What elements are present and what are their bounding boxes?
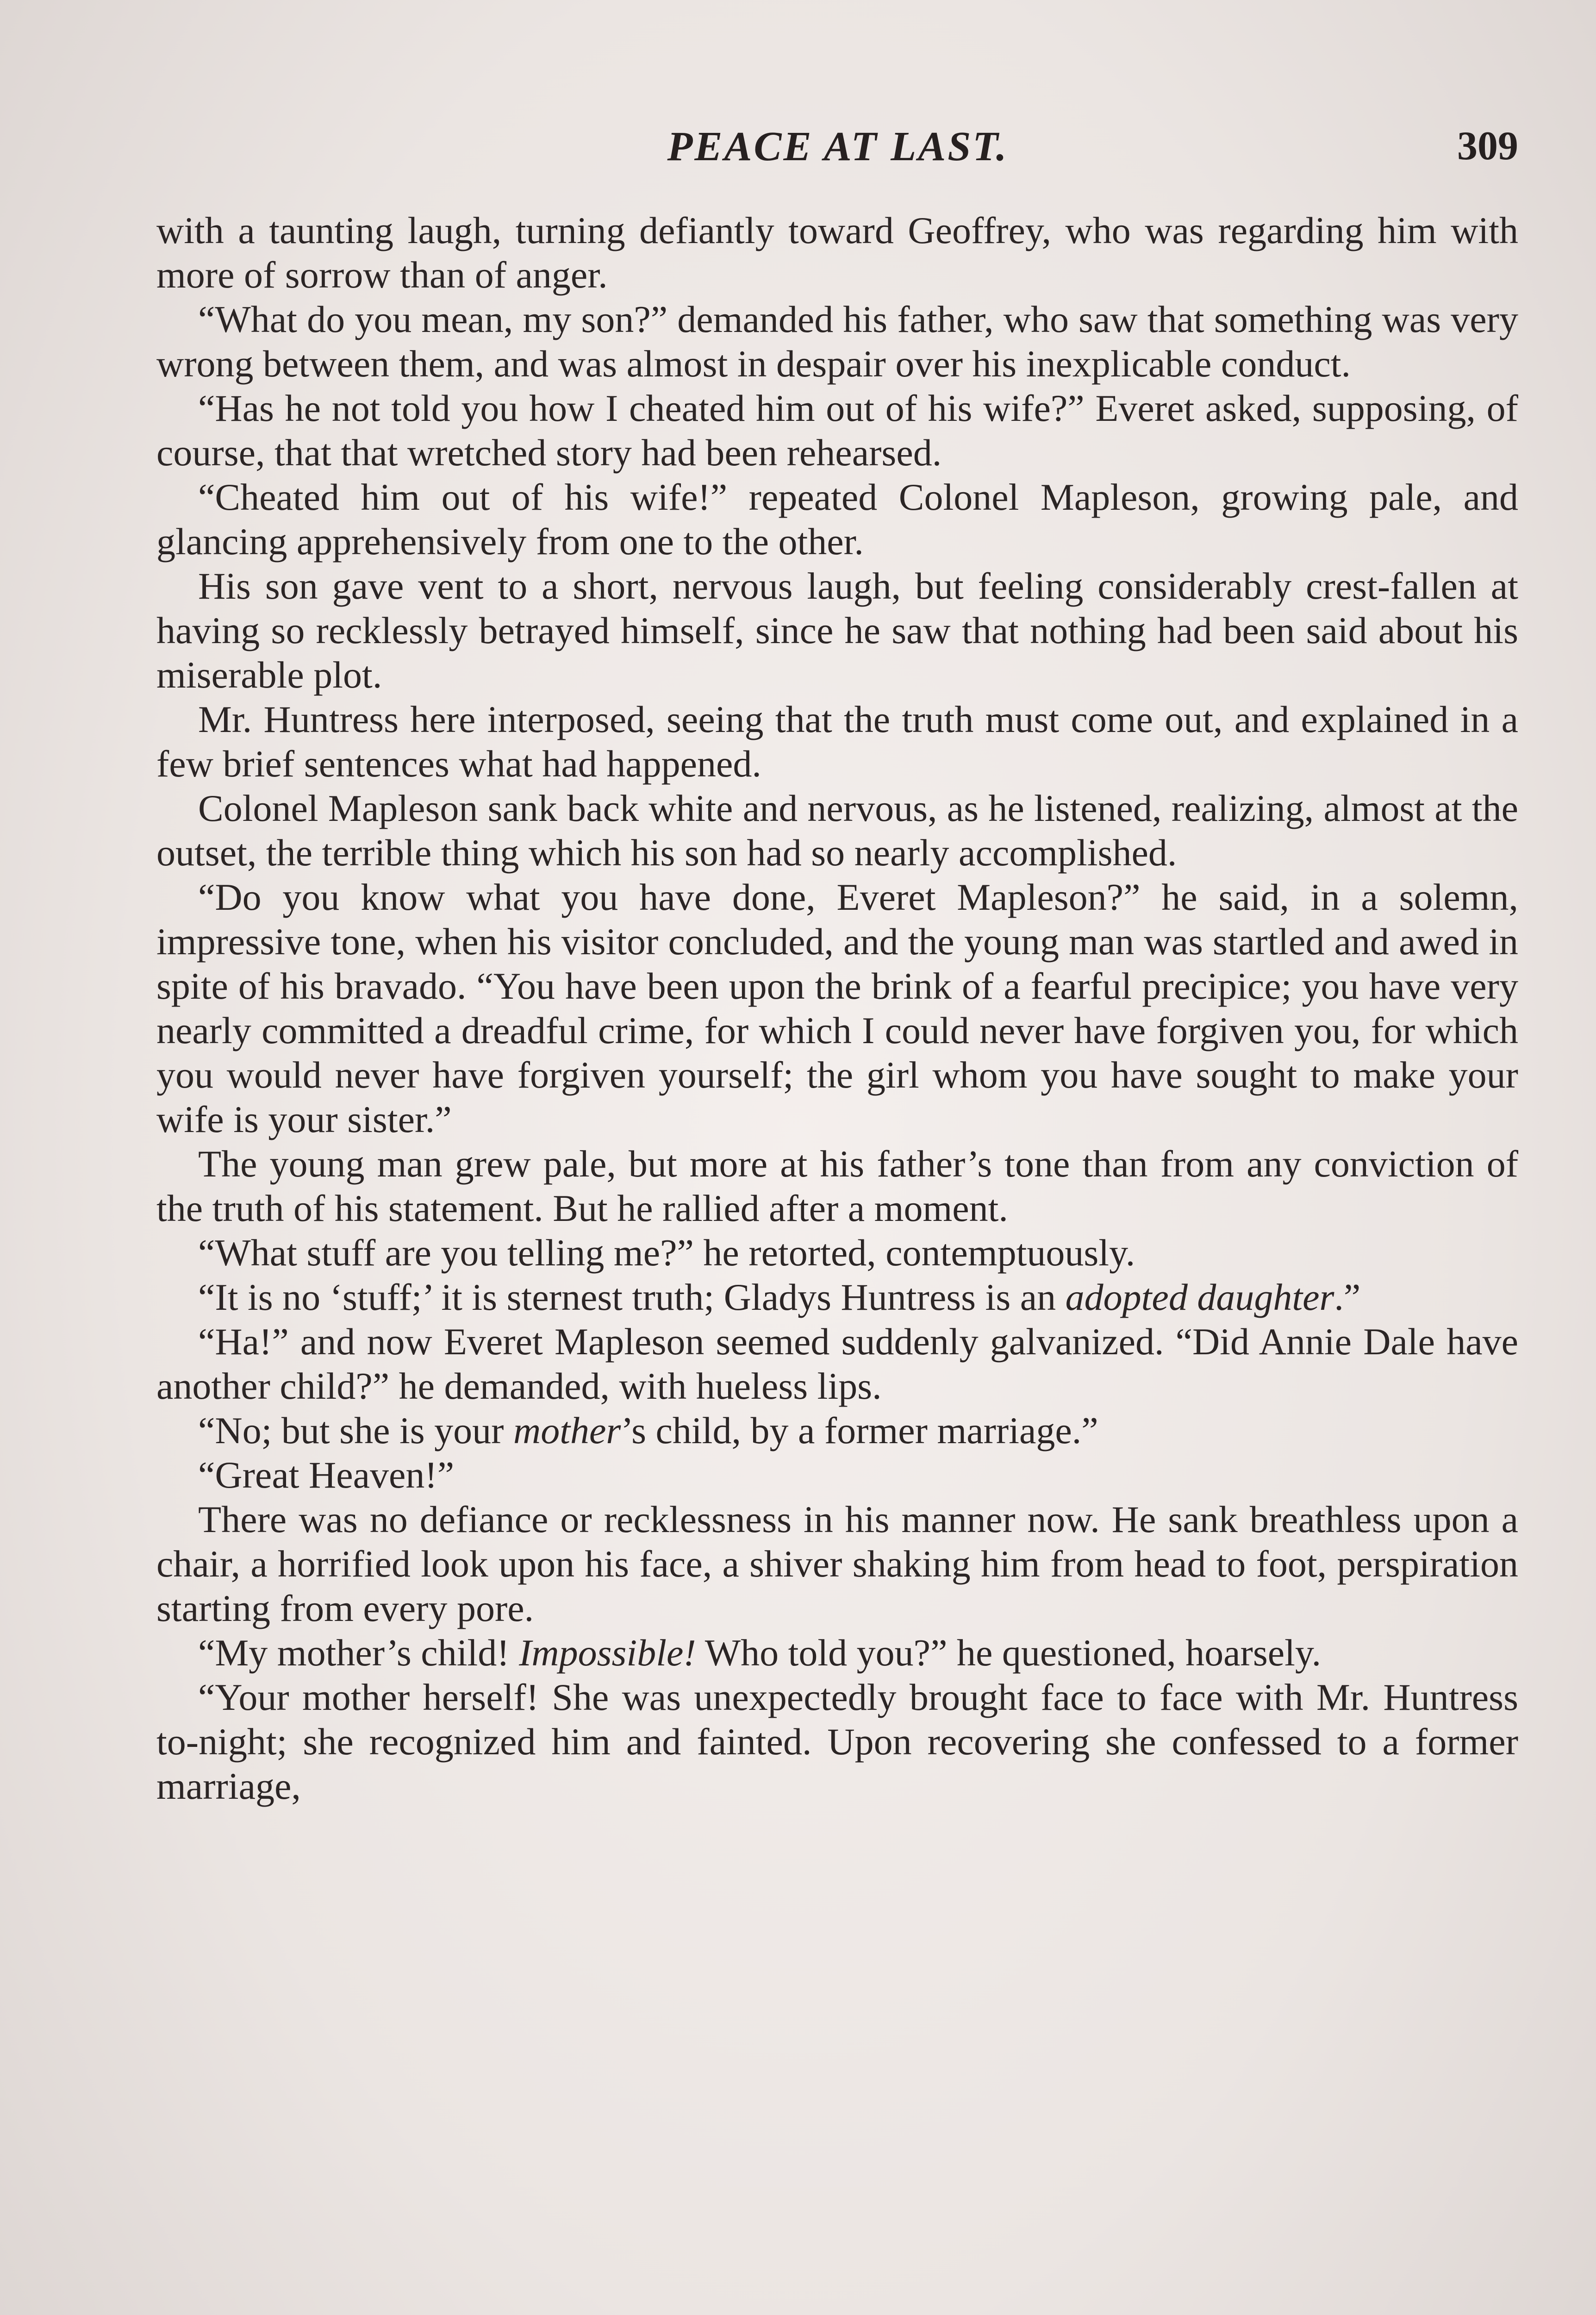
paragraph: “Ha!” and now Everet Mapleson seemed suddenly galvanized. “Did Annie Dale have another child?” he demanded, with hueless lips.: [156, 1320, 1518, 1407]
paragraph: “What do you mean, my son?” demanded his father, who saw that something was very wrong between them, and was almost in despair over his inexplicable conduct.: [156, 298, 1518, 385]
paragraph: “Your mother herself! She was unexpectedly brought face to face with Mr. Huntress to-night; she recognized him and fainted. Upon recovering she confessed to a former marriage,: [156, 1676, 1518, 1807]
emphasis-text: adopted daughter: [1065, 1276, 1334, 1318]
emphasis-text: Impossible!: [519, 1632, 696, 1674]
paragraph-text: “No; but she is your: [198, 1409, 513, 1452]
paragraph-text: “My mother’s child!: [198, 1632, 519, 1674]
paragraph: “Has he not told you how I cheated him out of his wife?” Everet asked, supposing, of course, that that wretched story had been rehearsed.: [156, 387, 1518, 474]
paragraph: [156, 1408, 1518, 1453]
paragraph: His son gave vent to a short, nervous laugh, but feeling considerably crest-fallen at having so recklessly betrayed himself, since he saw that nothing had been said about his miserable plot.: [156, 565, 1518, 696]
paragraph: The young man grew pale, but more at his father’s tone than from any conviction of the truth of his statement. But he rallied after a moment.: [156, 1143, 1518, 1229]
paragraph: “What stuff are you telling me?” he retorted, contemptuously.: [198, 1232, 1135, 1274]
body-text: [156, 208, 1518, 1808]
paragraph-text: .”: [1334, 1276, 1361, 1318]
paragraph: with a taunting laugh, turning defiantly toward Geoffrey, who was regarding him with more of sorrow than of anger.: [156, 209, 1518, 296]
paragraph-text: “It is no ‘stuff;’ it is sternest truth; Gladys Huntress is an: [198, 1276, 1066, 1318]
paragraph: “Cheated him out of his wife!” repeated Colonel Mapleson, growing pale, and glancing apprehensively from one to the other.: [156, 476, 1518, 563]
running-title: PEACE AT LAST.: [667, 124, 1009, 169]
paragraph: “Great Heaven!”: [198, 1454, 455, 1496]
emphasis-text: mother: [513, 1409, 621, 1452]
paragraph-text: Who told you?” he questioned, hoarsely.: [696, 1632, 1322, 1674]
paragraph: Mr. Huntress here interposed, seeing that the truth must come out, and explained in a few brief sentences what had happened.: [156, 698, 1518, 785]
paragraph: [156, 1275, 1518, 1320]
paragraph: Colonel Mapleson sank back white and nervous, as he listened, realizing, almost at the outset, the terrible thing which his son had so nearly accomplished.: [156, 787, 1518, 874]
paragraph-text: ’s child, by a former marriage.”: [621, 1409, 1098, 1452]
page-header: [157, 123, 1518, 174]
paragraph: “Do you know what you have done, Everet Mapleson?” he said, in a solemn, impressive tone, when his visitor concluded, and the young man was startled and awed in spite of his bravado. “You have been upon the brink of a fearful precipice; you have very nearly committed a dreadful crime, for which I could never have forgiven you, for which you would never have forgiven yourself; the girl whom you have sought to make your wife is your sister.”: [156, 876, 1518, 1140]
page-number: 309: [1457, 124, 1518, 169]
paragraph: There was no defiance or recklessness in his manner now. He sank breathless upon a chair, a horrified look upon his face, a shiver shaking him from head to foot, perspiration starting from every pore.: [156, 1498, 1518, 1629]
paragraph: [156, 1631, 1518, 1675]
